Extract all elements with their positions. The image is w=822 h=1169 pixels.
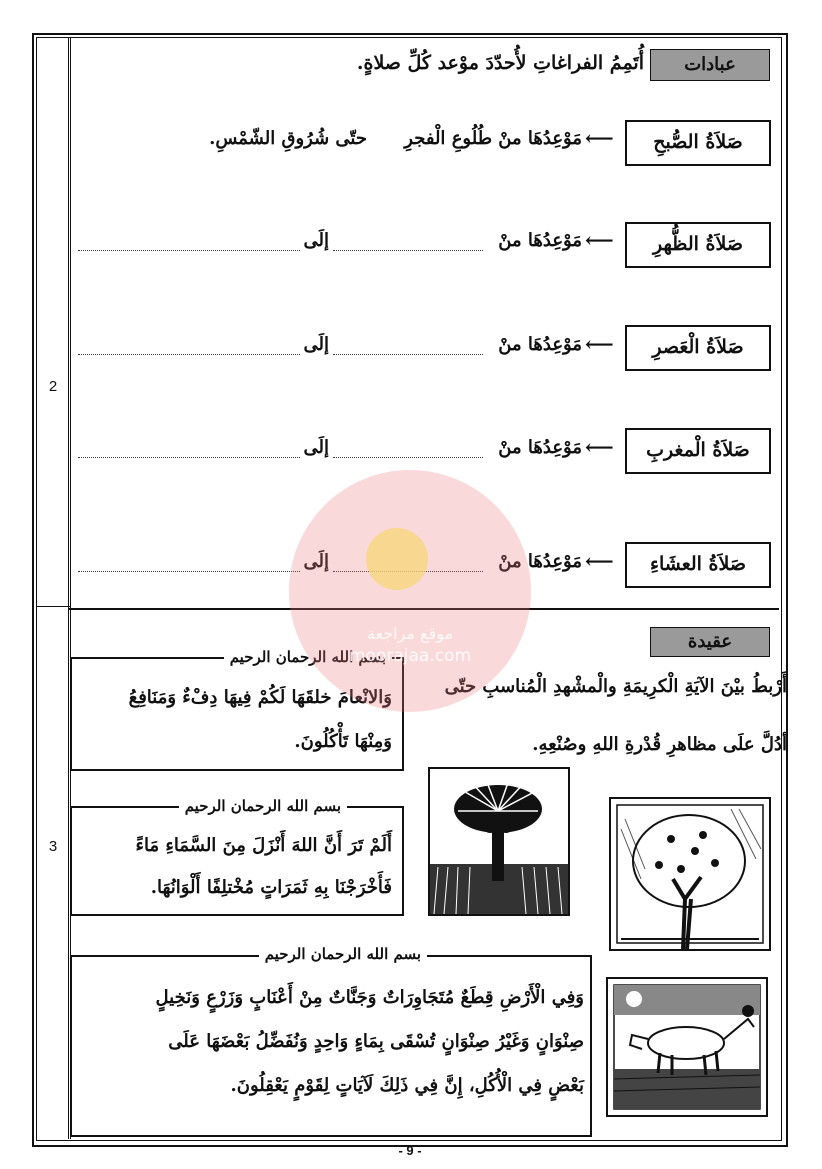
watermark-logo (289, 470, 531, 712)
prayer-time-to-label: إلَى (303, 334, 329, 355)
arrow-icon: ⟵ (585, 332, 614, 356)
prayer-time-from-label: مَوْعِدُهَا منْ (498, 551, 582, 572)
verse-line: فَأَخْرَجْنَا بِهِ ثَمَرَاتٍ مُخْتلِفًا أَلْوَانُهَا. (150, 877, 392, 898)
blank-to-field[interactable] (78, 250, 300, 251)
arrow-icon: ⟵ (585, 228, 614, 252)
blank-to-field[interactable] (78, 354, 300, 355)
arrow-icon: ⟵ (585, 549, 614, 573)
basmala-title: بسم الله الرحمان الرحيم (179, 797, 347, 815)
prayer-time-from-label: مَوْعِدُهَا منْ (498, 230, 582, 251)
prayer-name-box: صَلاَةُ الْعَصرِ (625, 325, 771, 371)
verse-line: أَلَمْ تَرَ أَنَّ اللهَ أَنْزَلَ مِنَ السَّمَاءِ مَاءً (135, 835, 392, 856)
prayer-time-from-label: مَوْعِدُهَا منْ (498, 334, 582, 355)
verse-line: وَمِنْهَا تَأْكُلُونَ. (294, 731, 392, 752)
fruit-tree-picture[interactable] (609, 797, 771, 951)
watermark-text-url: moorajaa.com (348, 646, 472, 666)
page-number: - 9 - (398, 1143, 422, 1158)
blank-to-field[interactable] (78, 571, 300, 572)
prayer-name-box: صَلاَةُ الظُّهرِ (625, 222, 771, 268)
prayer-time-to-label: إلَى (303, 551, 329, 572)
instruction-section2-line1: أَرْبطُ بيْنَ الآيَةِ الْكرِيمَةِ والْمشْهدِ الْمُناسبِ حتّى (444, 676, 787, 697)
prayer-time-to-label: إلَى (303, 437, 329, 458)
prayer-name-box: صَلاَةُ الْمغربِ (625, 428, 771, 474)
book-icon (366, 528, 428, 590)
prayer-time-to: حتّى شُرُوقِ الشّمْسِ. (209, 128, 367, 149)
palm-tree-icon (430, 769, 568, 914)
cow-plowing-icon (608, 979, 766, 1115)
prayer-name-box: صَلاَةُ العشَاءِ (625, 542, 771, 588)
watermark-text-ar: موقع مراجعة (366, 624, 454, 643)
arrow-icon: ⟵ (585, 126, 614, 150)
instruction-section1: أُتَمِمُ الفراغاتِ لأُحدّدَ موْعد كُلِّ صلاةٍ. (356, 52, 644, 74)
section-tag-aqida: عقيدة (650, 627, 770, 657)
verse-line: وَالانْعامَ خلقَهَا لَكُمْ فِيهَا دِفْءٌ وَمَنَافِعُ (128, 687, 392, 708)
score-section2: 3 (48, 838, 58, 855)
blank-to-field[interactable] (78, 457, 300, 458)
section-tag-ibadat: عبادات (650, 49, 770, 81)
blank-from-field[interactable] (333, 457, 483, 458)
score-section1: 2 (48, 378, 58, 395)
verse-line: وَفِي الْأَرْضِ قِطَعٌ مُتَجَاوِرَاتٌ وَجَنَّاتٌ مِنْ أَعْنَابٍ وَزَرْعٍ وَنَخِيلٍ (155, 987, 584, 1008)
basmala-title: بسم الله الرحمان الرحيم (224, 648, 392, 666)
cow-plowing-picture[interactable] (606, 977, 768, 1117)
arrow-icon: ⟵ (585, 435, 614, 459)
blank-from-field[interactable] (333, 250, 483, 251)
verse-line: بَعْضٍ فِي الْأُكُلِ، إِنَّ فِي ذَلِكَ لَآيَاتٍ لِقَوْمٍ يَعْقِلُونَ. (230, 1075, 584, 1096)
fruit-tree-icon (611, 799, 769, 949)
prayer-time-from-label: مَوْعِدُهَا منْ (498, 437, 582, 458)
score-divider (36, 606, 70, 607)
prayer-time-from: مَوْعِدُهَا منْ طُلُوعِ الْفجرِ (404, 128, 582, 149)
instruction-section2-line2: أدُلَّ علَى مظاهرِ قُدْرةِ اللهِ وصُنْعِهِ. (532, 734, 787, 755)
prayer-name-box: صَلاَةُ الصُّبحِ (625, 120, 771, 166)
palm-tree-picture[interactable] (428, 767, 570, 916)
verse-line: صِنْوَانٍ وَغَيْرُ صِنْوَانٍ تُسْقَى بِمَاءٍ وَاحِدٍ وَنُفَضِّلُ بَعْضَهَا عَلَى (168, 1031, 584, 1052)
prayer-time-to-label: إلَى (303, 230, 329, 251)
score-column-divider (68, 37, 69, 1139)
basmala-title: بسم الله الرحمان الرحيم (259, 945, 427, 963)
blank-from-field[interactable] (333, 354, 483, 355)
